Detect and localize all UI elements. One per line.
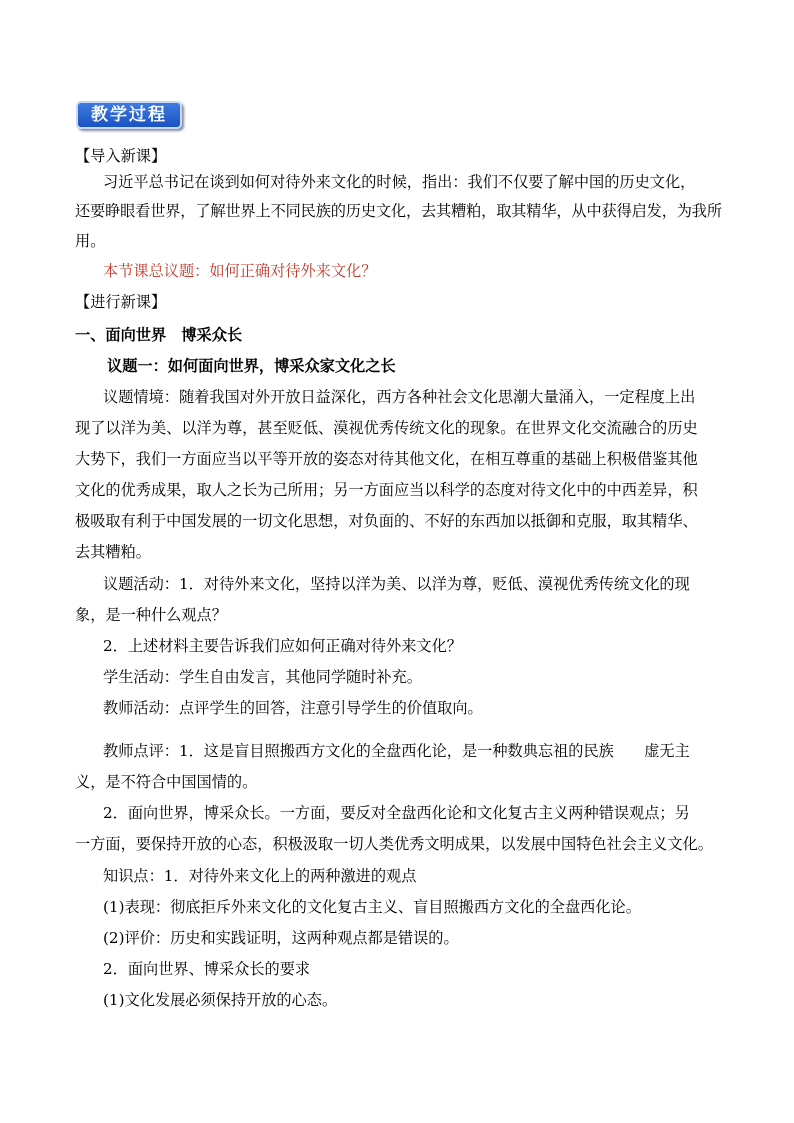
comment-point-2-line-1: 2．面向世界，博采众长。一方面，要反对全盘西化论和文化复古主义两种错误观点；另 — [103, 804, 690, 822]
teacher-comment-line-2: 义，是不符合中国国情的。 — [75, 773, 258, 791]
intro-header: 【导入新课】 — [75, 147, 167, 165]
intro-paragraph-line-3: 用。 — [75, 232, 106, 250]
situation-line-6: 去其糟粕。 — [75, 543, 151, 561]
activity-line-2: 象，是一种什么观点？ — [75, 606, 227, 624]
knowledge-line-5: (1)文化发展必须保持开放的心态。 — [103, 991, 338, 1009]
activity-question-2: 2．上述材料主要告诉我们应如何正确对待外来文化？ — [103, 637, 462, 655]
text-line: 习近平总书记在谈到如何对待外来文化的时候，指出：我们不仅要了解中国的历史文化， — [103, 173, 696, 191]
knowledge-line-4: 2．面向世界、博采众长的要求 — [103, 960, 311, 978]
comment-point-2-line-2: 一方面，要保持开放的心态，积极汲取一切人类优秀文明成果，以发展中国特色社会主义文化。 — [75, 835, 713, 853]
situation-line-5: 极吸取有利于中国发展的一切文化思想，对负面的、不好的东西加以抵御和克服，取其精华、 — [75, 512, 698, 530]
activity-line-1: 议题活动：1．对待外来文化，坚持以洋为美、以洋为尊，贬低、漠视优秀传统文化的现 — [103, 575, 690, 593]
situation-line-2: 现了以洋为美、以洋为尊，甚至贬低、漠视优秀传统文化的现象。在世界文化交流融合的历史 — [75, 419, 698, 437]
heading-1: 一、面向世界 博采众长 — [75, 326, 243, 344]
intro-paragraph-line-1 — [103, 172, 717, 192]
section-badge: 教学过程 — [76, 101, 182, 129]
situation-line-4: 文化的优秀成果，取人之长为己所用；另一方面应当以科学的态度对待文化中的中西差异，积 — [75, 481, 698, 499]
situation-line-1: 议题情境：随着我国对外开放日益深化，西方各种社会文化思潮大量涌入，一定程度上出 — [103, 388, 696, 406]
knowledge-line-1: 知识点：1．对待外来文化上的两种激进的观点 — [103, 867, 417, 885]
topic-line: 本节课总议题：如何正确对待外来文化？ — [103, 262, 377, 280]
intro-paragraph-line-2: 还要睁眼看世界，了解世界上不同民族的历史文化，去其糟粕，取其精华，从中获得启发，为我所 — [75, 202, 722, 220]
teacher-activity: 教师活动：点评学生的回答，注意引导学生的价值取向。 — [103, 699, 483, 717]
teacher-comment-line-1: 教师点评：1．这是盲目照搬西方文化的全盘西化论，是一种数典忘祖的民族 虚无主 — [103, 742, 690, 760]
knowledge-line-3: (2)评价：历史和实践证明，这两种观点都是错误的。 — [103, 929, 459, 947]
subtopic-1: 议题一：如何面向世界，博采众家文化之长 — [107, 357, 396, 375]
situation-line-3: 大势下，我们一方面应当以平等开放的姿态对待其他文化，在相互尊重的基础上积极借鉴其他 — [75, 450, 698, 468]
new-lesson-header: 【进行新课】 — [75, 293, 167, 311]
knowledge-line-2: (1)表现：彻底拒斥外来文化的文化复古主义、盲目照搬西方文化的全盘西化论。 — [103, 898, 641, 916]
student-activity: 学生活动：学生自由发言，其他同学随时补充。 — [103, 668, 422, 686]
